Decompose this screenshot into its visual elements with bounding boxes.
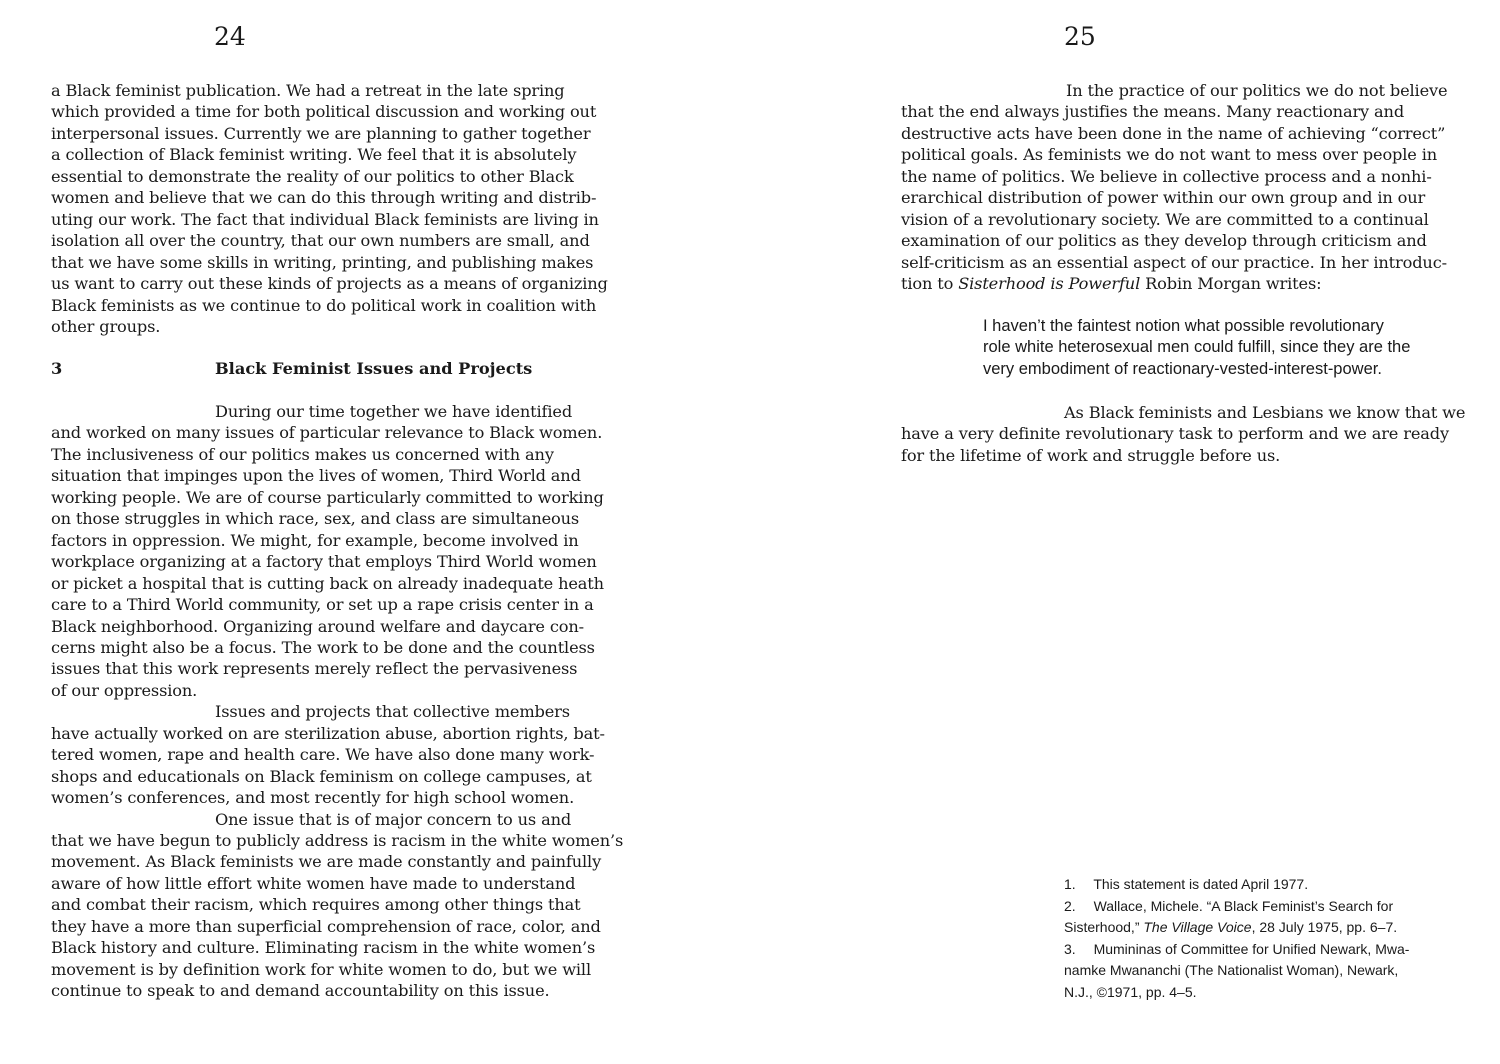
text-line: During our time together we have identified	[215, 402, 573, 421]
text-line: shops and educationals on Black feminism on college campuses, at	[51, 766, 592, 786]
text-segment: tion to	[901, 274, 959, 293]
text-line: isolation all over the country, that our own numbers are small, and	[51, 231, 590, 251]
text-line: Black neighborhood. Organizing around welfare and daycare con-	[51, 616, 584, 636]
text-line: cerns might also be a focus. The work to be done and the countless	[51, 637, 595, 657]
text-line: In the practice of our politics we do not believe	[1066, 81, 1448, 100]
footnote-1: 1. This statement is dated April 1977.	[1064, 876, 1309, 892]
text-line: have a very definite revolutionary task to perform and we are ready	[901, 424, 1449, 444]
text-line: women and believe that we can do this through writing and distrib-	[51, 188, 597, 208]
text-line: movement. As Black feminists we are made constantly and painfully	[51, 852, 602, 872]
text-line: workplace organizing at a factory that employs Third World women	[51, 552, 597, 572]
text-line: political goals. As feminists we do not want to mess over people in	[901, 145, 1438, 165]
text-line: women’s conferences, and most recently for high school women.	[51, 788, 575, 808]
text-line: us want to carry out these kinds of projects as a means of organizing	[51, 274, 608, 294]
text-line: uting our work. The fact that individual Black feminists are living in	[51, 209, 599, 229]
text-line: that we have some skills in writing, printing, and publishing makes	[51, 252, 594, 272]
text-line	[901, 273, 1321, 295]
text-line: The inclusiveness of our politics makes us concerned with any	[51, 444, 554, 464]
publication-title-italic: The Village Voice	[1143, 919, 1252, 935]
text-line: essential to demonstrate the reality of our politics to other Black	[51, 166, 574, 186]
text-line: continue to speak to and demand accountability on this issue.	[51, 981, 550, 1001]
text-line: of our oppression.	[51, 680, 198, 700]
book-title-italic: Sisterhood is Powerful	[958, 274, 1141, 293]
text-line: the name of politics. We believe in collective process and a nonhi-	[901, 166, 1432, 186]
text-line: working people. We are of course particularly committed to working	[51, 487, 604, 507]
section-number: 3	[51, 359, 63, 378]
text-line: very embodiment of reactionary-vested-interest-power.	[983, 359, 1382, 378]
text-line: a collection of Black feminist writing. We feel that it is absolutely	[51, 145, 577, 165]
text-segment: Sisterhood,”	[1064, 919, 1144, 935]
text-line: on those struggles in which race, sex, and class are simultaneous	[51, 509, 580, 529]
text-line: and worked on many issues of particular relevance to Black women.	[51, 423, 603, 443]
footnote-2-line-2	[1064, 917, 1397, 938]
text-line: situation that impinges upon the lives of women, Third World and	[51, 466, 581, 486]
text-line: which provided a time for both political discussion and working out	[51, 102, 597, 122]
text-line: that we have begun to publicly address is racism in the white women’s	[51, 831, 624, 850]
text-line: and combat their racism, which requires among other things that	[51, 895, 581, 915]
text-line: that the end always justifies the means. Many reactionary and	[901, 102, 1405, 122]
text-line: have actually worked on are sterilization abuse, abortion rights, bat-	[51, 723, 605, 743]
text-line: self-criticism as an essential aspect of our practice. In her introduc-	[901, 252, 1447, 272]
footnote-3-line-3: N.J., ©1971, pp. 4–5.	[1064, 984, 1197, 1000]
text-line: tered women, rape and health care. We have also done many work-	[51, 745, 595, 765]
section-title: Black Feminist Issues and Projects	[215, 359, 533, 378]
text-line: a Black feminist publication. We had a retreat in the late spring	[51, 81, 565, 100]
text-line: erarchical distribution of power within our own group and in our	[901, 188, 1426, 208]
text-line: role white heterosexual men could fulfill, since they are the	[983, 338, 1411, 357]
text-line: for the lifetime of work and struggle before us.	[901, 445, 1281, 465]
text-line: Black feminists as we continue to do political work in coalition with	[51, 295, 597, 315]
text-line: I haven’t the faintest notion what possible revolutionary	[983, 317, 1384, 335]
text-line: aware of how little effort white women have made to understand	[51, 873, 576, 893]
right-page-number: 25	[1064, 22, 1096, 51]
text-line: issues that this work represents merely reflect the pervasiveness	[51, 659, 578, 679]
footnote-3-line-1: 3. Mumininas of Committee for Unified Newark, Mwa-	[1064, 941, 1410, 957]
text-line: Black history and culture. Eliminating racism in the white women’s	[51, 938, 596, 958]
text-line: interpersonal issues. Currently we are planning to gather together	[51, 123, 591, 143]
text-line: As Black feminists and Lesbians we know that we	[1064, 403, 1466, 422]
text-line: or picket a hospital that is cutting back on already inadequate heath	[51, 573, 604, 593]
text-line: other groups.	[51, 316, 161, 336]
text-line: One issue that is of major concern to us and	[215, 809, 572, 829]
text-line: Issues and projects that collective members	[215, 702, 570, 722]
text-line: destructive acts have been done in the name of achieving “correct”	[901, 123, 1446, 143]
text-line: vision of a revolutionary society. We are committed to a continual	[901, 209, 1429, 229]
text-segment: , 28 July 1975, pp. 6–7.	[1251, 919, 1398, 935]
text-line: movement is by definition work for white women to do, but we will	[51, 959, 591, 979]
footnote-3-line-2: namke Mwananchi (The Nationalist Woman), Newark,	[1064, 962, 1399, 978]
text-line: examination of our politics as they develop through criticism and	[901, 231, 1427, 251]
text-line: factors in oppression. We might, for example, become involved in	[51, 530, 579, 550]
left-page-number: 24	[214, 22, 246, 51]
text-line: they have a more than superficial comprehension of race, color, and	[51, 916, 601, 936]
text-segment: Robin Morgan writes:	[1140, 274, 1322, 293]
footnote-2-line-1: 2. Wallace, Michele. “A Black Feminist’s Search for	[1064, 898, 1394, 914]
text-line: care to a Third World community, or set up a rape crisis center in a	[51, 595, 594, 615]
